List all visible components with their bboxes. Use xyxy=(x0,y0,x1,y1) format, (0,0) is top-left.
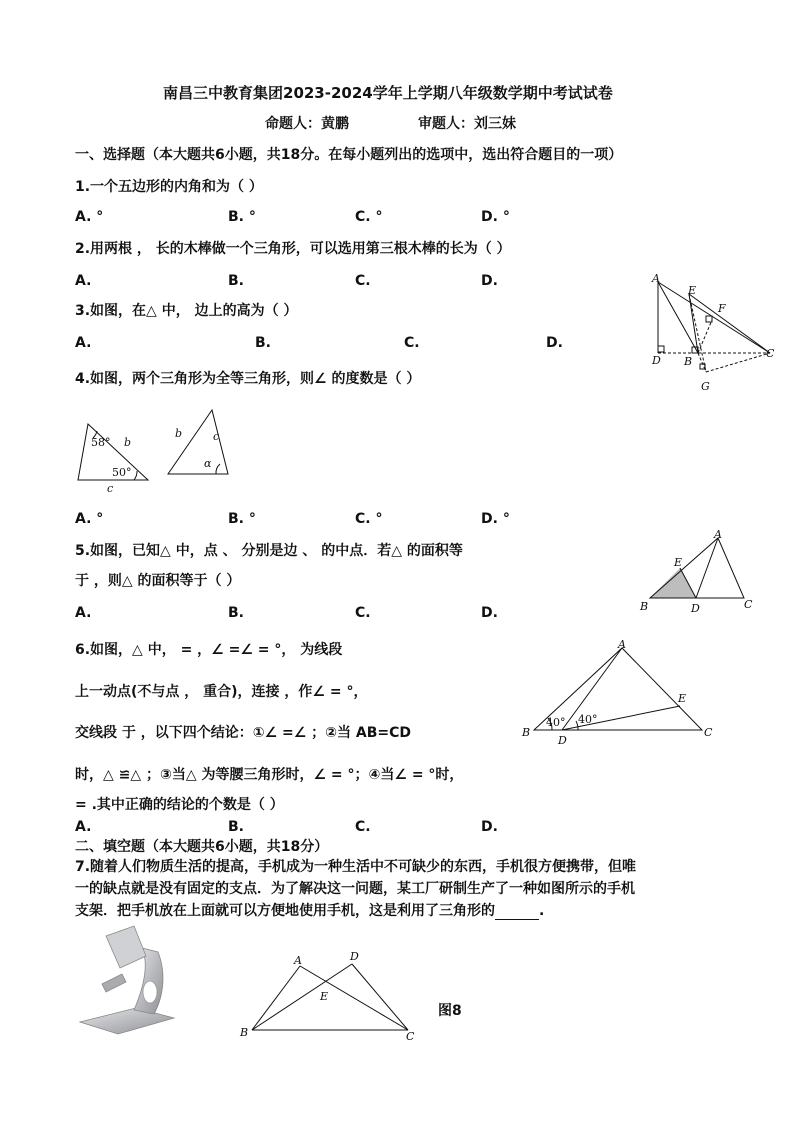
fig5-label-a: A xyxy=(714,528,722,541)
q6-option-c: C. xyxy=(355,819,371,835)
figure-q6 xyxy=(516,636,721,748)
fig4-right-side-c: c xyxy=(213,430,220,443)
figure-8-caption: 图8 xyxy=(438,1003,462,1019)
fig3-label-b: B xyxy=(684,355,693,368)
fig4-right-side-b: b xyxy=(175,427,183,440)
q2-option-d: D. xyxy=(481,273,498,289)
fig3-label-a: A xyxy=(652,272,660,285)
fig8-label-a: A xyxy=(294,954,302,967)
figure-q3 xyxy=(646,272,781,396)
q6-option-d: D. xyxy=(481,819,498,835)
q4-option-b: B. ° xyxy=(228,511,256,527)
fig3-label-c: C xyxy=(766,347,775,360)
figure-8 xyxy=(232,944,424,1042)
fig4-left-side-b: b xyxy=(124,436,132,449)
fig3-label-g: G xyxy=(701,380,710,393)
section1-heading: 一、选择题（本大题共6小题，共18分。在每小题列出的选项中，选出符合题目的一项） xyxy=(75,147,623,163)
fig3-label-f: F xyxy=(718,302,726,315)
fig3-label-d: D xyxy=(652,354,661,367)
q7-line1: 7.随着人们物质生活的提高，手机成为一种生活中不可缺少的东西，手机很方便携带，但唯 xyxy=(75,859,637,875)
q1-option-a: A. ° xyxy=(75,209,104,225)
fig4-left-side-c: c xyxy=(107,482,114,495)
fig8-label-e: E xyxy=(320,990,329,1003)
fig6-angle-b: 40° xyxy=(546,716,566,729)
fig6-label-b: B xyxy=(522,726,531,739)
figure-q5 xyxy=(636,526,758,616)
q2-option-c: C. xyxy=(355,273,371,289)
q6-line1: 6.如图，△ 中， = ，∠ =∠ = °， 为线段 xyxy=(75,642,343,658)
q5-option-b: B. xyxy=(228,605,244,621)
q5-option-c: C. xyxy=(355,605,371,621)
q3-option-d: D. xyxy=(546,335,563,351)
q2-stem: 2.用两根 ， 长的木棒做一个三角形，可以选用第三根木棒的长为（ ） xyxy=(75,241,511,257)
q2-option-b: B. xyxy=(228,273,244,289)
q3-option-b: B. xyxy=(255,335,271,351)
q5-line2: 于 ，则△ 的面积等于（ ） xyxy=(75,573,241,589)
fig8-label-b: B xyxy=(240,1026,249,1039)
q3-option-c: C. xyxy=(404,335,420,351)
q5-option-a: A. xyxy=(75,605,92,621)
q4-option-a: A. ° xyxy=(75,511,104,527)
fig5-label-d: D xyxy=(691,602,700,615)
fig4-angle-50: 50° xyxy=(112,466,132,479)
q6-line2: 上一动点(不与点 ， 重合)，连接 ，作∠ = °， xyxy=(75,684,368,700)
fig8-label-c: C xyxy=(406,1030,415,1042)
fig6-label-c: C xyxy=(704,726,713,739)
q1-option-d: D. ° xyxy=(481,209,510,225)
q6-line5: = .其中正确的结论的个数是（ ） xyxy=(75,797,284,813)
q5-line1: 5.如图，已知△ 中，点 、 分别是边 、 的中点．若△ 的面积等 xyxy=(75,543,463,559)
fig8-label-d: D xyxy=(350,950,359,963)
fig5-label-c: C xyxy=(744,598,753,611)
figure-q4 xyxy=(72,400,232,495)
fig6-label-d: D xyxy=(558,734,567,747)
q7-line3-wrap xyxy=(75,902,544,920)
q1-stem: 1.一个五边形的内角和为（ ） xyxy=(75,179,263,195)
fig4-angle-alpha: α xyxy=(204,457,212,470)
q3-option-a: A. xyxy=(75,335,92,351)
fig5-label-b: B xyxy=(640,600,649,613)
q6-option-a: A. xyxy=(75,819,92,835)
fig4-angle-58: 58° xyxy=(91,436,111,449)
fig6-label-e: E xyxy=(678,692,687,705)
fig5-label-e: E xyxy=(674,556,683,569)
page-title: 南昌三中教育集团2023-2024学年上学期八年级数学期中考试试卷 xyxy=(163,84,613,102)
q2-option-a: A. xyxy=(75,273,92,289)
q6-line3: 交线段 于 ，以下四个结论：①∠ =∠ ；②当 AB=CD xyxy=(75,725,412,741)
section2-heading: 二、填空题（本大题共6小题，共18分） xyxy=(75,839,329,855)
fig6-label-a: A xyxy=(618,638,626,651)
q7-answer-blank xyxy=(495,905,539,920)
q7-line3: 支架．把手机放在上面就可以方便地使用手机，这是利用了三角形的 xyxy=(75,903,495,919)
q6-option-b: B. xyxy=(228,819,244,835)
q4-option-d: D. ° xyxy=(481,511,510,527)
q6-line4: 时，△ ≌△ ；③当△ 为等腰三角形时，∠ = °；④当∠ = °时， xyxy=(75,767,464,783)
q7-end: . xyxy=(539,903,545,919)
fig3-label-e: E xyxy=(688,284,697,297)
q7-line2: 一的缺点就是没有固定的支点．为了解决这一问题，某工厂研制生产了一种如图所示的手机 xyxy=(75,881,635,897)
proposer: 命题人：黄鹏 xyxy=(265,116,349,132)
q4-option-c: C. ° xyxy=(355,511,383,527)
q5-option-d: D. xyxy=(481,605,498,621)
phone-stand-image xyxy=(76,922,176,1036)
q1-option-b: B. ° xyxy=(228,209,256,225)
reviewer: 审题人：刘三妹 xyxy=(418,116,516,132)
q4-stem: 4.如图，两个三角形为全等三角形，则∠ 的度数是（ ） xyxy=(75,371,421,387)
q1-option-c: C. ° xyxy=(355,209,383,225)
q3-stem: 3.如图，在△ 中， 边上的高为（ ） xyxy=(75,303,298,319)
fig6-angle-d: 40° xyxy=(578,713,598,726)
